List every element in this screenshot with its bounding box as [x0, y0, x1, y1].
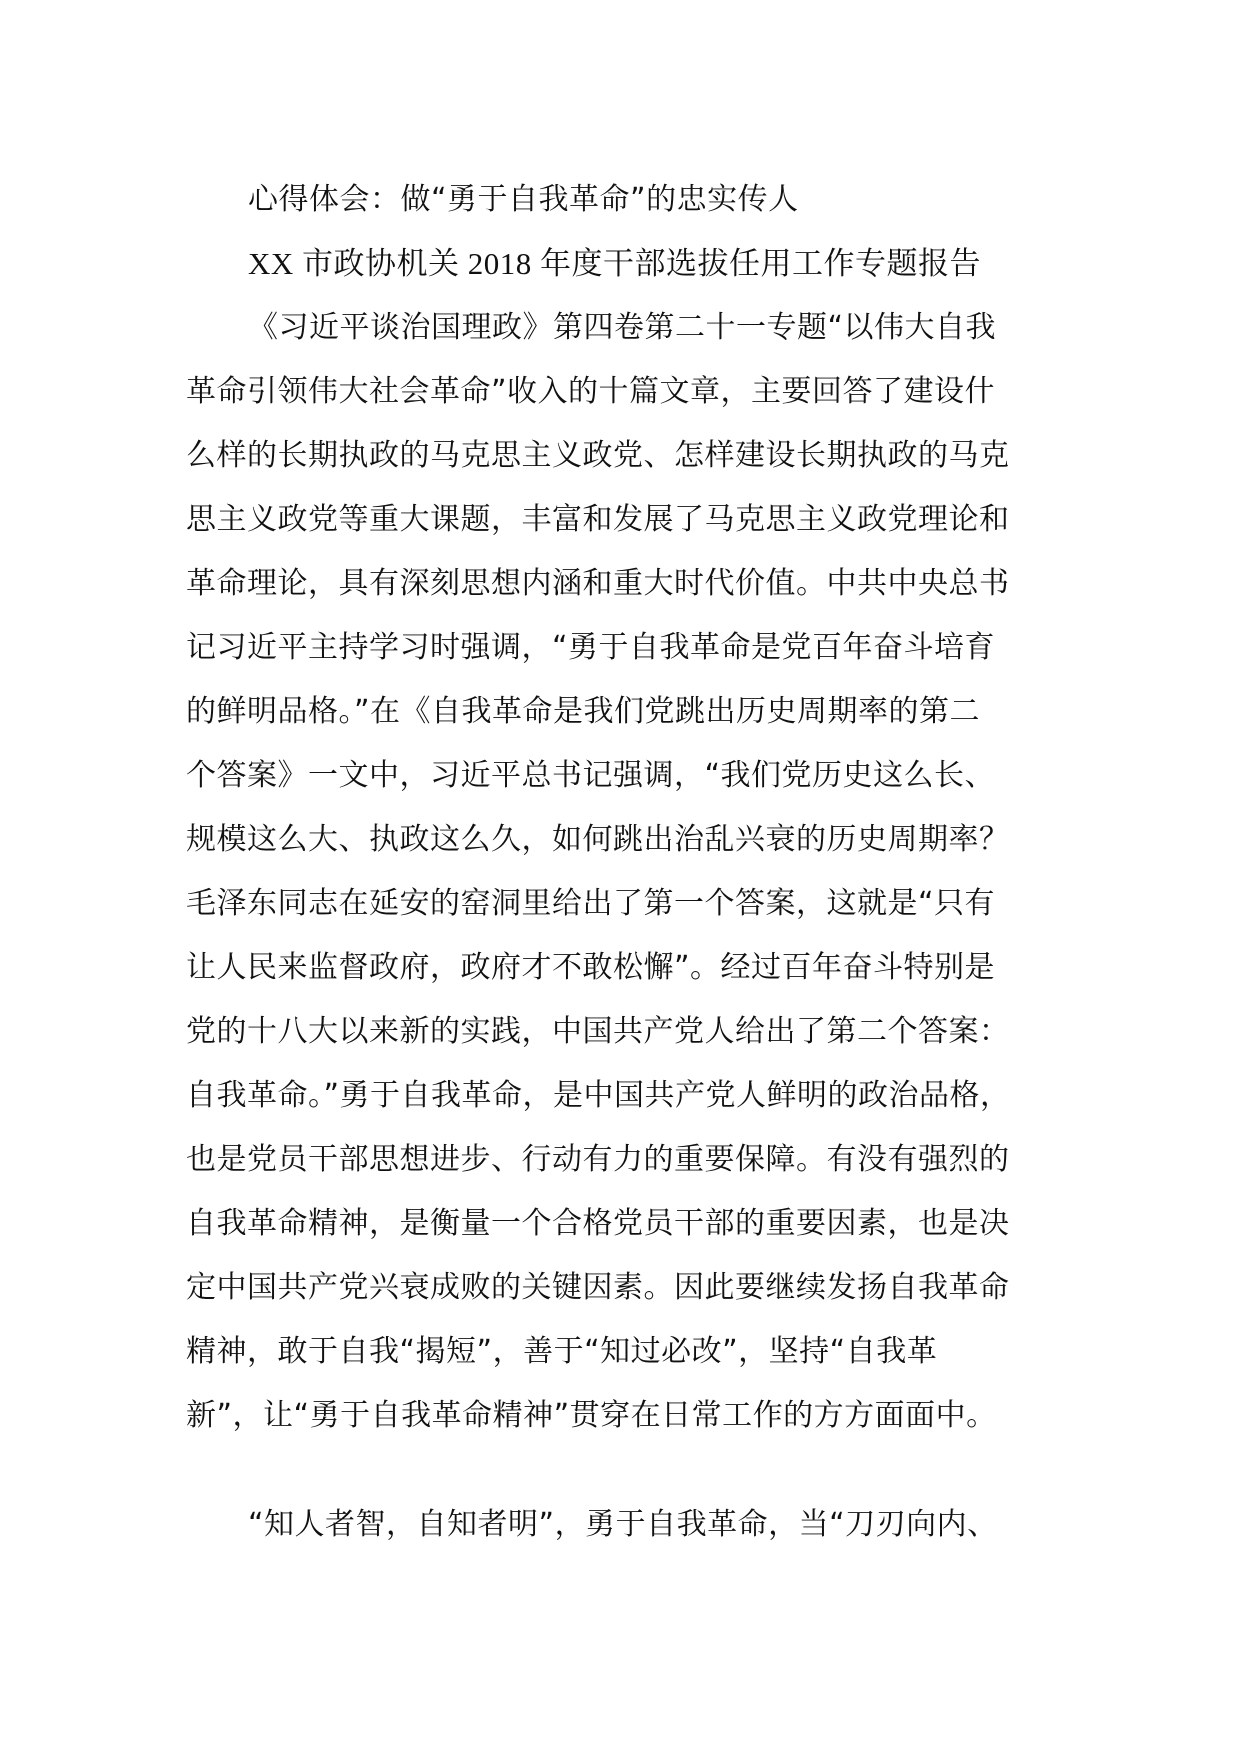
paragraph-line: 规模这么大、执政这么久，如何跳出治乱兴衰的历史周期率？ — [186, 822, 1010, 857]
paragraph-line: 也是党员干部思想进步、行动有力的重要保障。有没有强烈的 — [186, 1142, 1010, 1177]
paragraph-line: 思主义政党等重大课题，丰富和发展了马克思主义政党理论和 — [186, 502, 1010, 537]
paragraph-line: 记习近平主持学习时强调，“勇于自我革命是党百年奋斗培育 — [186, 630, 996, 665]
paragraph-line: 自我革命精神，是衡量一个合格党员干部的重要因素，也是决 — [186, 1206, 1010, 1241]
paragraph-line: 定中国共产党兴衰成败的关键因素。因此要继续发扬自我革命 — [186, 1270, 1010, 1305]
paragraph-line: 《习近平谈治国理政》第四卷第二十一专题“以伟大自我 — [248, 310, 997, 345]
document-subtitle — [186, 232, 1086, 296]
paragraph-line: 的鲜明品格。”在《自我革命是我们党跳出历史周期率的第二 — [186, 694, 981, 729]
document-title — [186, 168, 1086, 232]
paragraph-line: 革命理论，具有深刻思想内涵和重大时代价值。中共中央总书 — [186, 566, 1010, 601]
paragraph-line: 革命引领伟大社会革命”收入的十篇文章，主要回答了建设什 — [186, 374, 996, 409]
paragraph-line: 毛泽东同志在延安的窑洞里给出了第一个答案，这就是“只有 — [186, 886, 996, 921]
body-paragraph-2 — [186, 1493, 1086, 1557]
paragraph-line: 党的十八大以来新的实践，中国共产党人给出了第二个答案： — [186, 1014, 1010, 1049]
paragraph-line: 么样的长期执政的马克思主义政党、怎样建设长期执政的马克 — [186, 438, 1010, 473]
paragraph-line: 个答案》一文中，习近平总书记强调，“我们党历史这么长、 — [186, 758, 996, 793]
paragraph-line: 让人民来监督政府，政府才不敢松懈”。经过百年奋斗特别是 — [186, 950, 996, 985]
body-paragraph-1 — [186, 296, 1086, 1448]
subtitle-line: XX 市政协机关 2018 年度干部选拔任用工作专题报告 — [248, 246, 982, 281]
title-line: 心得体会：做“勇于自我革命”的忠实传人 — [248, 182, 799, 217]
paragraph-line: 新”，让“勇于自我革命精神”贯穿在日常工作的方方面面中。 — [186, 1398, 997, 1433]
paragraph-line: “知人者智，自知者明”，勇于自我革命，当“刀刃向内、 — [248, 1507, 998, 1542]
paragraph-line: 精神，敢于自我“揭短”，善于“知过必改”，坚持“自我革 — [186, 1334, 938, 1369]
paragraph-line: 自我革命。”勇于自我革命，是中国共产党人鲜明的政治品格， — [186, 1078, 1011, 1113]
